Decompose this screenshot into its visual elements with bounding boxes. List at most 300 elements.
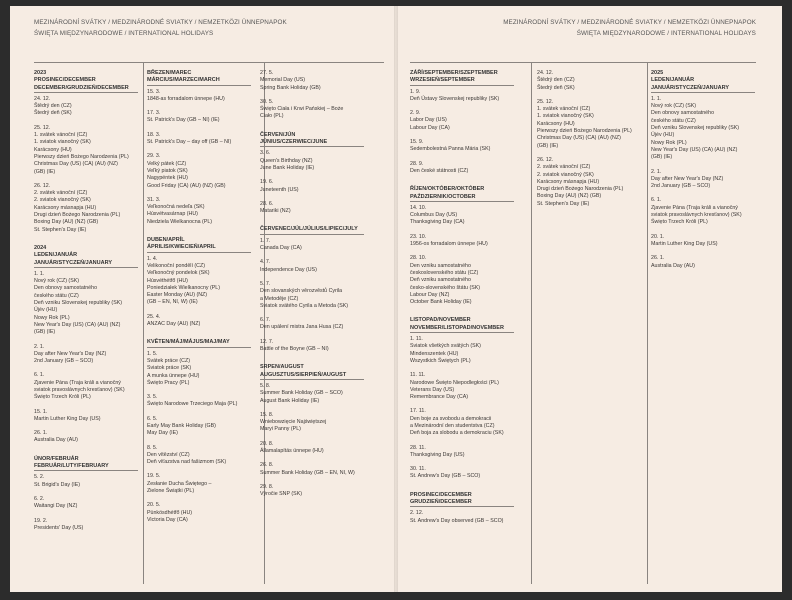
holiday-name: Štedrý deň (SK) [537, 84, 575, 91]
holiday-name: New Year's Day (US) (CA) (AU) (NZ) [651, 146, 738, 153]
holiday-name: (GB) (IE) [537, 142, 559, 149]
holiday-entry [260, 383, 364, 405]
month-heading [34, 66, 138, 93]
holiday-name: St. Stephen's Day (IE) [34, 226, 87, 233]
page-header [503, 17, 756, 39]
holiday-name: Labour Day (CA) [410, 124, 450, 131]
holiday-date: 1. 1. [34, 270, 45, 277]
holiday-name: Deň vzniku Slovenskej republiky (SK) [34, 300, 123, 307]
holiday-name: Remembrance Day (CA) [410, 394, 468, 401]
holiday-date: 4. 7. [260, 259, 271, 266]
holiday-name: Independence Day (US) [260, 266, 317, 273]
month-heading-line: 2023 [34, 70, 47, 76]
holiday-column [410, 66, 514, 532]
holiday-name: Štědrý den (CZ) [537, 77, 575, 84]
holiday-name: Velikonoční pondělí (CZ) [147, 262, 206, 269]
holiday-name: českého státu (CZ) [651, 117, 696, 124]
holiday-date: 6. 1. [34, 372, 45, 379]
month-heading-line: LEDEN/JANUÁR [34, 252, 78, 259]
holiday-date: 1. 9. [410, 88, 421, 95]
holiday-name: Zjavenie Pána (Traja králi a vianočný [651, 204, 738, 211]
holiday-name: Christmas Day (US) (CA) (AU) (NZ) [537, 135, 621, 142]
holiday-date: 29. 8. [260, 483, 274, 490]
holiday-entry [34, 430, 138, 445]
month-heading-line: DECEMBER/GRUDZIEŃ/DECEMBER [34, 84, 129, 91]
column-divider [647, 62, 648, 584]
holiday-date: 25. 12. [34, 124, 51, 131]
holiday-name: Veľkonočná nedeľa (SK) [147, 204, 205, 211]
holiday-name: Early May Bank Holiday (GB) [147, 422, 216, 429]
holiday-date: 30. 5. [260, 98, 274, 105]
month-heading-line: ČERVENEC/JÚL/JÚLIUS/LIPIEC/JULY [260, 226, 358, 233]
holiday-entry [410, 408, 514, 437]
holiday-name: Ciało (PL) [260, 113, 284, 120]
holiday-entry [260, 339, 364, 354]
holiday-date: 2. 9. [410, 110, 421, 117]
month-heading [260, 360, 364, 380]
holiday-name: Wszystkich Świętych (PL) [410, 357, 471, 364]
holiday-name: Thanksgiving Day (US) [410, 451, 465, 458]
holiday-name: Mindenszentek (HU) [410, 350, 459, 357]
holiday-name: Day after New Year's Day (NZ) [34, 350, 107, 357]
holiday-name: Memorial Day (US) [260, 77, 306, 84]
month-heading [147, 335, 251, 347]
holiday-name: Karácsony másnapja (HU) [537, 178, 600, 185]
holiday-name: 1. svátek vánoční (CZ) [537, 106, 591, 113]
holiday-name: Maryi Panny (PL) [260, 426, 301, 433]
month-heading-line: 2025 [651, 70, 664, 76]
month-heading-line: FEBRUÁR/LUTY/FEBRUARY [34, 463, 109, 470]
holiday-name: Labour Day (NZ) [410, 291, 450, 298]
holiday-date: 20. 8. [260, 440, 274, 447]
holiday-name: Den upálení mistra Jana Husa (CZ) [260, 324, 344, 331]
holiday-name: a Mezinárodní den studentstva (CZ) [410, 422, 495, 429]
holiday-entry [410, 255, 514, 306]
holiday-date: 15. 8. [260, 411, 274, 418]
holiday-name: St. Andrew's Day (GB – SCO) [410, 473, 481, 480]
month-heading-line: LEDEN/JANUÁR [651, 77, 695, 84]
month-heading [410, 182, 514, 202]
holiday-entry [147, 89, 251, 104]
holiday-name: St. Patrick's Day – day off (GB – NI) [147, 139, 232, 146]
holiday-name: Nowy Rok (PL) [651, 139, 687, 146]
holiday-date: 1. 1. [651, 95, 662, 102]
holiday-name: Drugi dzień Bożego Narodzenia (PL) [537, 186, 624, 193]
holiday-entry [651, 169, 755, 191]
holiday-entry [260, 201, 364, 216]
month-heading [260, 222, 364, 234]
holiday-name: (GB) (IE) [34, 168, 56, 175]
month-heading-line: JANUÁR/STYCZEŃ/JANUARY [34, 259, 113, 266]
holiday-name: October Bank Holiday (IE) [410, 299, 472, 306]
holiday-date: 20. 5. [147, 502, 161, 509]
month-heading-line: PROSINEC/DECEMBER [34, 77, 96, 84]
holiday-date: 24. 12. [34, 95, 51, 102]
month-heading-line: GRUDZIEŃ/DECEMBER [410, 499, 472, 506]
holiday-date: 6. 1. [651, 197, 662, 204]
holiday-name: 1. svátek vánoční (CZ) [34, 132, 88, 139]
month-heading [147, 66, 251, 86]
holiday-date: 3. 6. [260, 150, 271, 157]
month-heading-line: WRZESIEŃ/SEPTEMBER [410, 77, 475, 84]
holiday-date: 30. 11. [410, 466, 426, 473]
month-heading-line: 2024 [34, 244, 47, 251]
holiday-name: Martin Luther King Day (US) [651, 240, 718, 247]
holiday-date: 6. 7. [260, 317, 271, 324]
holiday-entry [260, 317, 364, 332]
holiday-date: 1. 11. [410, 336, 423, 343]
holiday-column [651, 66, 755, 277]
holiday-name: Święto Ciała i Krwi Pańskiej – Boże [260, 106, 344, 113]
holiday-date: 5. 7. [260, 280, 271, 287]
holiday-name: Presidents' Day (US) [34, 524, 84, 531]
holiday-entry [410, 205, 514, 227]
holiday-name: Nowy Rok (PL) [34, 314, 70, 321]
holiday-entry [147, 314, 251, 329]
holiday-entry [260, 462, 364, 477]
holiday-entry [34, 271, 138, 337]
holiday-name: Pierwszy dzień Bożego Narodzenia (PL) [34, 153, 129, 160]
holiday-name: Velký pátek (CZ) [147, 160, 187, 167]
month-heading-line: ŘÍJEN/OKTÓBER/OKTÓBER [410, 186, 485, 193]
holiday-name: Štedrý deň (SK) [34, 110, 72, 117]
holiday-date: 28. 9. [410, 160, 424, 167]
holiday-date: 15. 1. [34, 408, 48, 415]
month-heading-line: ČERVEN/JÚN [260, 131, 296, 138]
holiday-date: 31. 3. [147, 196, 161, 203]
holiday-entry [537, 157, 641, 208]
holiday-entry [147, 110, 251, 125]
holiday-name: Queen's Birthday (NZ) [260, 157, 313, 164]
holiday-entry [260, 412, 364, 434]
holiday-date: 1. 4. [147, 255, 158, 262]
holiday-name: 1. sviatok vianočný (SK) [537, 113, 594, 120]
holiday-name: Matariki (NZ) [260, 208, 291, 215]
holiday-date: 12. 7. [260, 338, 274, 345]
header-line-1: MEZINÁRODNÍ SVÁTKY / MEDZINÁRODNÉ SVIATKY / NEMZETKÖZI ÜNNEPNAPOK [503, 19, 756, 26]
holiday-entry [147, 394, 251, 409]
holiday-entry [410, 372, 514, 401]
holiday-name: 2. sviatok vianočný (SK) [537, 171, 594, 178]
holiday-name: St. Stephen's Day (IE) [537, 200, 590, 207]
month-heading-line: MÁRCIUS/MARZEC/MARCH [147, 77, 220, 84]
header-line-1: MEZINÁRODNÍ SVÁTKY / MEDZINÁRODNÉ SVIATKY / NEMZETKÖZI ÜNNEPNAPOK [34, 19, 287, 26]
holiday-date: 19. 5. [147, 473, 161, 480]
month-heading [651, 66, 755, 93]
holiday-name: Újév (HU) [651, 132, 675, 139]
holiday-entry [34, 518, 138, 533]
holiday-name: Święto Trzech Króli (PL) [651, 219, 708, 226]
holiday-entry [34, 125, 138, 176]
month-heading-line: NOVEMBER/LISTOPAD/NOVEMBER [410, 324, 504, 331]
holiday-name: Deň boja za slobodu a demokraciu (SK) [410, 430, 504, 437]
holiday-date: 24. 12. [537, 70, 554, 76]
holiday-name: A munka ünnepe (HU) [147, 372, 200, 379]
holiday-name: Waitangi Day (NZ) [34, 503, 78, 510]
holiday-name: Deň vzniku samostatného [410, 277, 471, 284]
header-line-2: ŚWIĘTA MIĘDZYNARODOWE / INTERNATIONAL HOLIDAYS [34, 30, 214, 37]
holiday-name: May Day (IE) [147, 430, 178, 437]
month-heading-line: PROSINEC/DECEMBER [410, 491, 472, 498]
holiday-name: českého státu (CZ) [34, 292, 79, 299]
holiday-name: Den obnovy samostatného [34, 285, 98, 292]
holiday-name: Easter Monday (AU) (NZ) [147, 292, 208, 299]
holiday-column [34, 66, 138, 539]
holiday-date: 15. 3. [147, 88, 161, 95]
holiday-name: New Year's Day (US) (CA) (AU) (NZ) [34, 321, 121, 328]
month-heading [147, 233, 251, 253]
holiday-name: Summer Bank Holiday (GB – EN, NI, W) [260, 469, 355, 476]
holiday-name: Veľký piatok (SK) [147, 167, 188, 174]
header-line-2: ŚWIĘTA MIĘDZYNARODOWE / INTERNATIONAL HOLIDAYS [576, 30, 756, 37]
holiday-entry [410, 466, 514, 481]
holiday-name: Day after New Year's Day (NZ) [651, 175, 724, 182]
holiday-date: 8. 5. [147, 444, 158, 451]
month-heading-line: KVĚTEN/MÁJ/MÁJUS/MAJ/MAY [147, 339, 230, 346]
left-page [10, 6, 394, 592]
holiday-entry [147, 197, 251, 226]
holiday-name: Zjavenie Pána (Traja králi a vianočný [34, 379, 121, 386]
holiday-date: 23. 10. [410, 233, 427, 240]
holiday-name: a Metoděje (CZ) [260, 295, 299, 302]
holiday-entry [651, 197, 755, 226]
holiday-name: Columbus Day (US) [410, 212, 458, 219]
holiday-name: Zesłanie Ducha Świętego – [147, 480, 212, 487]
holiday-name: sviatok pravoslávnych kresťanov) (SK) [34, 386, 125, 393]
holiday-name: (GB) (IE) [651, 154, 673, 161]
holiday-name: Juneteenth (US) [260, 186, 299, 193]
month-heading-line: BŘEZEN/MAREC [147, 70, 192, 76]
holiday-date: 26. 12. [537, 156, 554, 163]
holiday-name: Karácsony (HU) [537, 120, 575, 127]
holiday-date: 6. 2. [34, 495, 45, 502]
month-heading-line: DUBEN/APRÍL [147, 237, 185, 244]
holiday-date: 28. 11. [410, 444, 426, 451]
holiday-date: 26. 1. [651, 255, 665, 262]
holiday-name: Boxing Day (AU) (NZ) (GB) [34, 219, 99, 226]
holiday-name: Labor Day (US) [410, 117, 447, 124]
holiday-name: ANZAC Day (AU) (NZ) [147, 321, 201, 328]
holiday-name: Újév (HU) [34, 307, 58, 314]
holiday-entry [260, 441, 364, 456]
holiday-entry [651, 96, 755, 162]
holiday-name: Christmas Day (US) (CA) (AU) (NZ) [34, 161, 118, 168]
holiday-entry [34, 409, 138, 424]
holiday-name: Battle of the Boyne (GB – NI) [260, 346, 329, 353]
holiday-entry [410, 234, 514, 249]
holiday-name: Nový rok (CZ) (SK) [651, 103, 697, 110]
holiday-name: Deň vzniku Slovenskej republiky (SK) [651, 125, 740, 132]
holiday-date: 1. 7. [260, 237, 271, 244]
holiday-entry [410, 110, 514, 132]
holiday-entry [260, 281, 364, 310]
holiday-name: Den boje za svobodu a demokracii [410, 415, 492, 422]
holiday-date: 2. 1. [34, 343, 45, 350]
holiday-date: 14. 10. [410, 204, 427, 211]
holiday-entry [410, 510, 514, 525]
holiday-date: 20. 1. [651, 233, 665, 240]
holiday-entry [537, 99, 641, 150]
holiday-entry [651, 234, 755, 249]
holiday-name: Nagypéntek (HU) [147, 175, 188, 182]
holiday-entry [410, 139, 514, 154]
holiday-name: Good Friday (CA) (AU) (NZ) (GB) [147, 182, 226, 189]
holiday-name: Den slovanských věrozvěstů Cyrila [260, 288, 343, 295]
holiday-name: Święto Pracy (PL) [147, 379, 190, 386]
month-heading [260, 128, 364, 148]
month-heading-line: ZÁŘÍ/SEPTEMBER/SZEPTEMBER [410, 70, 498, 76]
holiday-date: 5. 8. [260, 382, 271, 389]
holiday-name: Wniebowzięcie Najświętszej [260, 419, 327, 426]
month-heading-line: SRPEN/AUGUST [260, 364, 304, 371]
holiday-name: Święto Trzech Króli (PL) [34, 394, 91, 401]
holiday-name: Canada Day (CA) [260, 245, 302, 252]
holiday-entry [410, 445, 514, 460]
holiday-date: 11. 11. [410, 372, 426, 379]
holiday-entry [147, 473, 251, 495]
holiday-date: 6. 5. [147, 415, 158, 422]
holiday-name: (GB) (IE) [34, 329, 56, 336]
holiday-name: Spring Bank Holiday (GB) [260, 84, 321, 91]
holiday-name: Veľkonočný pondelok (SK) [147, 270, 210, 277]
holiday-entry [260, 238, 364, 253]
holiday-name: St. Andrew's Day observed (GB – SCO) [410, 517, 504, 524]
holiday-name: Pierwszy dzień Bożego Narodzenia (PL) [537, 128, 632, 135]
holiday-date: 5. 2. [34, 474, 45, 481]
holiday-name: Boxing Day (AU) (NZ) (GB) [537, 193, 602, 200]
page-header [34, 17, 287, 39]
holiday-entry [34, 372, 138, 401]
holiday-entry [260, 259, 364, 274]
holiday-column [260, 66, 364, 505]
holiday-entry [147, 416, 251, 438]
holiday-date: 26. 12. [34, 182, 51, 189]
holiday-name: June Bank Holiday (IE) [260, 164, 315, 171]
holiday-entry [147, 132, 251, 147]
holiday-name: Den české státnosti (CZ) [410, 167, 469, 174]
holiday-entry [537, 70, 641, 92]
holiday-name: Australia Day (AU) [34, 437, 78, 444]
holiday-date: 26. 1. [34, 430, 48, 437]
holiday-entry [410, 336, 514, 365]
holiday-name: Húsvétvasárnap (HU) [147, 211, 198, 218]
holiday-date: 3. 5. [147, 394, 158, 401]
holiday-entry [260, 150, 364, 172]
holiday-name: Niedziela Wielkanocna (PL) [147, 218, 213, 225]
holiday-name: St. Brigid's Day (IE) [34, 481, 81, 488]
holiday-name: Svátek práce (CZ) [147, 357, 190, 364]
month-heading-line: ÁPRILIS/KWIECIEŃ/APRIL [147, 244, 216, 251]
holiday-name: Karácsony másnapja (HU) [34, 204, 97, 211]
holiday-entry [34, 474, 138, 489]
column-divider [143, 62, 144, 584]
month-heading-line: LISTOPAD/NOVEMBER [410, 317, 471, 324]
month-heading-line: PAŹDZIERNIK/OCTOBER [410, 193, 476, 200]
holiday-name: Święto Narodowe Trzeciego Maja (PL) [147, 401, 238, 408]
holiday-name: Sviatok svätého Cyrila a Metoda (SK) [260, 302, 349, 309]
holiday-name: 1. sviatok vianočný (SK) [34, 139, 91, 146]
holiday-entry [147, 351, 251, 387]
holiday-name: Den vítězství (CZ) [147, 451, 190, 458]
header-rule [34, 62, 384, 63]
holiday-name: 2. sviatok vianočný (SK) [34, 197, 91, 204]
holiday-entry [34, 344, 138, 366]
holiday-name: Martin Luther King Day (US) [34, 415, 101, 422]
holiday-entry [260, 99, 364, 121]
holiday-name: Zielone Świątki (PL) [147, 488, 195, 495]
month-heading-line: JANUÁR/STYCZEŃ/JANUARY [651, 84, 730, 91]
holiday-name: Australia Day (AU) [651, 262, 695, 269]
month-heading [34, 452, 138, 472]
holiday-date: 2. 12. [410, 510, 424, 517]
holiday-date: 2. 1. [651, 168, 662, 175]
holiday-entry [34, 183, 138, 234]
holiday-entry [651, 255, 755, 270]
holiday-name: československého státu (CZ) [410, 269, 479, 276]
holiday-name: Államalapítás ünnepe (HU) [260, 447, 324, 454]
holiday-name: Veterans Day (US) [410, 386, 455, 393]
holiday-name: Karácsony (HU) [34, 146, 72, 153]
month-heading [410, 488, 514, 508]
header-rule [410, 62, 756, 63]
holiday-date: 26. 8. [260, 462, 274, 469]
holiday-name: (GB – EN, NI, W) (IE) [147, 299, 198, 306]
holiday-name: August Bank Holiday (IE) [260, 397, 320, 404]
holiday-name: Victoria Day (CA) [147, 516, 188, 523]
holiday-date: 1. 5. [147, 350, 158, 357]
month-heading [410, 66, 514, 86]
holiday-name: 2nd January (GB – SCO) [34, 358, 94, 365]
holiday-name: Deň Ústavy Slovenskej republiky (SK) [410, 95, 500, 102]
holiday-entry [147, 445, 251, 467]
holiday-name: 1848-as forradalom ünnepe (HU) [147, 95, 225, 102]
holiday-entry [34, 96, 138, 118]
month-heading-line: JÚNIUS/CZERWIEC/JUNE [260, 139, 328, 146]
holiday-name: Drugi dzień Bożego Narodzenia (PL) [34, 212, 121, 219]
column-divider [531, 62, 532, 584]
month-heading [34, 241, 138, 268]
holiday-entry [260, 70, 364, 92]
holiday-date: 19. 6. [260, 179, 274, 186]
holiday-date: 18. 3. [147, 131, 161, 138]
holiday-date: 27. 5. [260, 70, 274, 76]
holiday-name: Pünkösdhétfő (HU) [147, 509, 193, 516]
holiday-date: 25. 12. [537, 98, 554, 105]
holiday-date: 25. 4. [147, 313, 161, 320]
holiday-name: Nový rok (CZ) (SK) [34, 278, 80, 285]
holiday-entry [260, 484, 364, 499]
holiday-date: 28. 10. [410, 255, 427, 262]
month-heading [410, 313, 514, 333]
holiday-name: Húsvéthétfő (HU) [147, 277, 188, 284]
holiday-name: 2. svátek vánoční (CZ) [34, 190, 88, 197]
holiday-name: Den obnovy samostatného [651, 110, 715, 117]
holiday-name: 2nd January (GB – SCO) [651, 183, 711, 190]
holiday-name: Summer Bank Holiday (GB – SCO) [260, 390, 343, 397]
holiday-name: Výročie SNP (SK) [260, 491, 302, 498]
holiday-name: Sedembolestná Panna Mária (SK) [410, 146, 491, 153]
holiday-entry [410, 89, 514, 104]
holiday-name: Sviatok všetkých svätých (SK) [410, 343, 481, 350]
holiday-date: 15. 9. [410, 139, 424, 146]
holiday-name: Deň víťazstva nad fašizmom (SK) [147, 459, 227, 466]
holiday-date: 19. 2. [34, 517, 48, 524]
month-heading-line: AUGUSZTUS/SIERPIEŃ/AUGUST [260, 371, 347, 378]
holiday-name: 1956-os forradalom ünnepe (HU) [410, 241, 488, 248]
holiday-name: Den vzniku samostatného [410, 262, 471, 269]
holiday-name: Štědrý den (CZ) [34, 103, 72, 110]
holiday-date: 28. 6. [260, 200, 274, 207]
